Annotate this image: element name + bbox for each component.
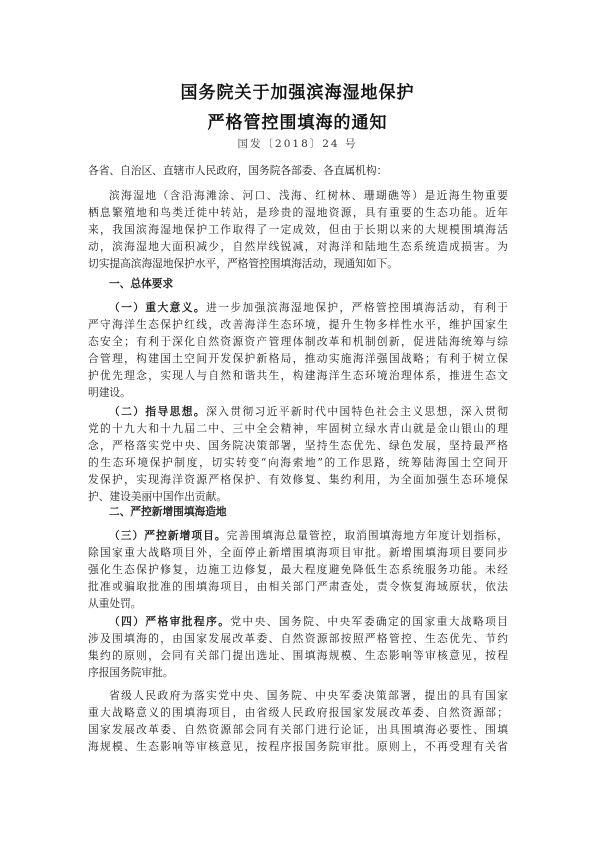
salutation-block	[88, 162, 508, 179]
paragraph-line: 明建设。	[88, 386, 131, 399]
paragraph-line	[88, 527, 508, 544]
paragraph-line: 栖息繁殖地和鸟类迁徙中转站，是珍贵的湿地资源，具有重要的生态功能。近年	[88, 206, 508, 219]
document-number: 国发〔2018〕24 号	[237, 138, 358, 150]
paragraph-line: 滨海湿地（含沿海滩涂、河口、浅海、红树林、珊瑚礁等）是近海生物重要	[109, 189, 508, 202]
paragraph-line: 海规模、生态影响等审核意见，按程序报国务院审批。原则上，不再受理有关省	[88, 740, 508, 753]
salutation: 各省、自治区、直辖市人民政府，国务院各部委、各直属机构：	[88, 164, 388, 177]
paragraph-line: 强化生态保护修复，边施工边修复，最大程度避免降低生态系统服务功能。未经	[88, 563, 508, 576]
paragraph-line: 念，严格落实党中央、国务院决策部署，坚持生态优先、绿色发展，坚持最严格	[88, 439, 508, 452]
paragraph-line: 动，滨海湿地大面积减少，自然岸线锐减，对海洋和陆地生态系统造成损害。为	[88, 240, 508, 253]
paragraph-provincial-projects	[88, 687, 508, 755]
paragraph-line: 态安全；有利于深化自然资源资产管理体制改革和机制创新，促进陆海统筹与综	[88, 335, 508, 348]
paragraph-keyword: （一）重大意义。	[109, 301, 207, 314]
paragraph-line: 护优先理念，实现人与自然和谐共生，构建海洋生态环境治理体系，推进生态文	[88, 369, 508, 382]
paragraph-line: 序报国务院审批。	[88, 666, 174, 679]
paragraph-line: 批准或骗取批准的围填海项目，由相关部门严肃查处，责令恢复海域原状，依法	[88, 580, 508, 593]
paragraph-line: 集约的原则，会同有关部门提出选址、围填海规模、生态影响等审核意见，按程	[88, 649, 508, 662]
paragraph-strict-new-projects	[88, 527, 508, 612]
paragraph-text: 党中央、国务院、中央军委确定的国家重大战略项目	[230, 615, 508, 628]
section-2-heading-block	[88, 503, 508, 520]
paragraph-line: 省级人民政府为落实党中央、国务院、中央军委决策部署，提出的具有国家	[109, 689, 508, 702]
paragraph-line: 国家发展改革委、自然资源部会同有关部门进行论证，出具围填海必要性、围填	[88, 723, 508, 736]
paragraph-line: 护、建设美丽中国作出贡献。	[88, 490, 227, 503]
paragraph-line: 除国家重大战略项目外，全面停止新增围填海项目审批。新增围填海项目要同步	[88, 546, 508, 559]
paragraph-line	[88, 403, 508, 420]
paragraph-line: 涉及围填海的，由国家发展改革委、自然资源部按照严格管控、生态优先、节约	[88, 632, 508, 645]
paragraph-keyword: （二）指导思想。	[109, 405, 207, 418]
paragraph-line: 合管理，构建国土空间开发保护新格局，推动实施海洋强国战略；有利于树立保	[88, 352, 508, 365]
paragraph-keyword: （四）严格审批程序。	[109, 615, 231, 628]
paragraph-line: 从重处罚。	[88, 597, 142, 610]
paragraph-line	[88, 299, 508, 316]
paragraph-text: 完善围填海总量管控，取消围填海地方年度计划指标，	[226, 529, 508, 542]
paragraph-line: 来，我国滨海湿地保护工作取得了一定成效，但由于长期以来的大规模围填海活	[88, 223, 508, 236]
paragraph-line: 发保护，实现海洋资源严格保护、有效修复、集约利用，为全面加强生态环境保	[88, 473, 508, 486]
paragraph-keyword: （三）严控新增项目。	[109, 529, 227, 542]
paragraph-line: 重大战略意义的围填海项目，由省级人民政府报国家发展改革委、自然资源部；	[88, 706, 508, 719]
paragraph-approval-procedure	[88, 613, 508, 681]
paragraph-significance	[88, 299, 508, 401]
document-title-line-1: 国务院关于加强滨海湿地保护	[180, 83, 415, 103]
paragraph-text: 进一步加强滨海湿地保护，严格管控围填海活动，有利于	[206, 301, 508, 314]
paragraph-line: 党的十九大和十九届二中、三中全会精神，牢固树立绿水青山就是金山银山的理	[88, 422, 508, 435]
document-title-line-2: 严格管控围填海的通知	[207, 113, 388, 133]
section-heading: 二、严控新增围填海造地	[109, 505, 227, 518]
paragraph-line: 切实提高滨海湿地保护水平，严格管控围填海活动，现通知如下。	[88, 257, 398, 270]
paragraph-line	[88, 613, 508, 630]
paragraph-line: 的生态环境保护制度，切实转变“向海索地”的工作思路，统筹陆海国土空间开	[88, 456, 508, 469]
section-heading: 一、总体要求	[109, 277, 174, 290]
paragraph-guiding-ideology	[88, 403, 508, 505]
intro-paragraph	[88, 187, 508, 272]
paragraph-line: 严守海洋生态保护红线，改善海洋生态环境，提升生物多样性水平，维护国家生	[88, 318, 508, 331]
paragraph-text: 深入贯彻习近平新时代中国特色社会主义思想，深入贯彻	[206, 405, 508, 418]
section-1-heading-block	[88, 275, 508, 292]
